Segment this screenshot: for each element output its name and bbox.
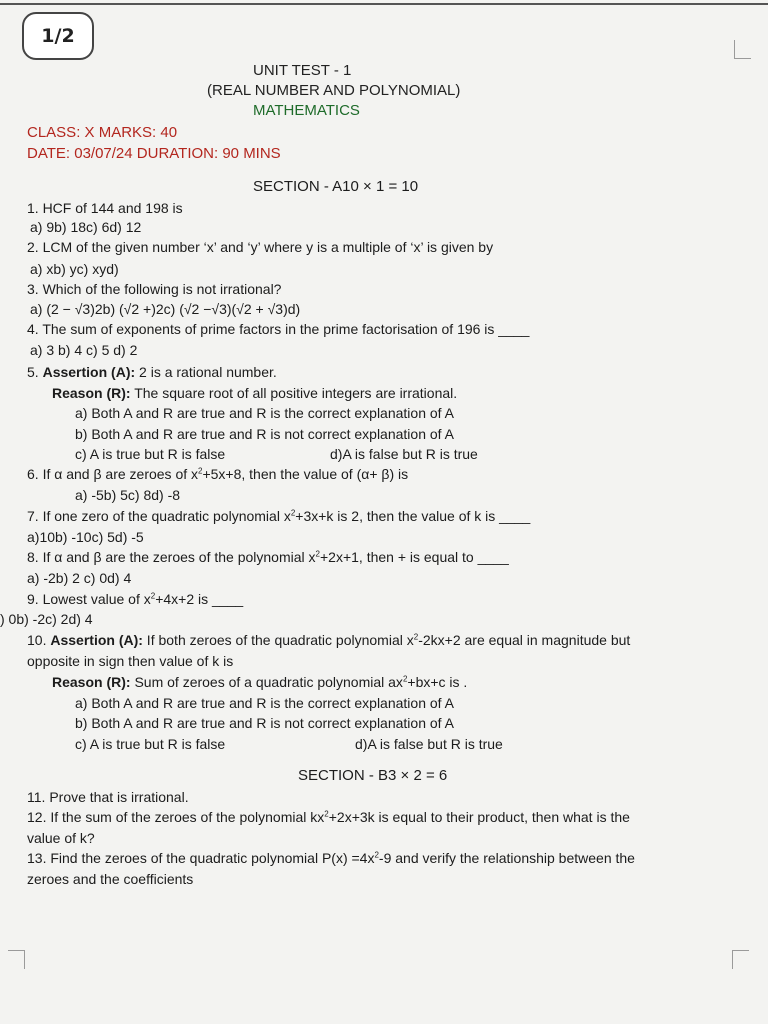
question-12-text: 12. If the sum of the zeroes of the polynomial kx	[27, 809, 325, 825]
question-5	[27, 364, 277, 381]
section-a-heading: SECTION - A10 × 1 = 10	[253, 178, 419, 195]
question-2: 2. LCM of the given number ‘x’ and ‘y’ where y is a multiple of ‘x’ is given by	[27, 239, 494, 255]
assertion-text: If both zeroes of the quadratic polynomial x	[142, 632, 414, 648]
reason-text-end: +bx+c is .	[407, 674, 468, 690]
test-title: UNIT TEST - 1	[253, 62, 352, 79]
question-8-text: 8. If α and β are the zeroes of the polynomial x	[27, 549, 316, 565]
page-number-badge: 1/2	[22, 12, 94, 60]
question-2-options: a) xb) yc) xyd)	[30, 261, 119, 277]
reason-label: Reason (R):	[52, 674, 131, 690]
question-13-line-2: zeroes and the coefficients	[27, 871, 194, 887]
exponent: 2	[290, 508, 296, 518]
exponent: 2	[324, 809, 329, 819]
question-9-text-end: +4x+2 is ____	[155, 591, 244, 607]
assertion-text: 2 is a rational number.	[135, 364, 277, 380]
crop-mark-bottom-left	[8, 950, 25, 969]
date-duration: DATE: 03/07/24 DURATION: 90 MINS	[27, 145, 281, 162]
question-7	[27, 508, 530, 525]
class-marks: CLASS: X MARKS: 40	[27, 124, 178, 141]
question-4-options: a) 3 b) 4 c) 5 d) 2	[30, 342, 138, 358]
question-7-options: a)10b) -10c) 5d) -5	[27, 529, 144, 545]
question-5-number: 5.	[27, 364, 43, 380]
question-3: 3. Which of the following is not irrational?	[27, 281, 282, 297]
question-8	[27, 549, 509, 566]
question-6-text-end: +5x+8, then the value of (α+ β) is	[202, 466, 409, 482]
exponent: 2	[402, 674, 408, 684]
exponent: 2	[374, 850, 379, 860]
question-9	[27, 591, 243, 608]
question-12-text-end: +2x+3k is equal to their product, then what is the	[328, 809, 630, 825]
question-10-line-2: opposite in sign then value of k is	[27, 653, 234, 669]
question-6-options: a) -5b) 5c) 8d) -8	[75, 487, 181, 503]
question-5-reason	[52, 385, 457, 402]
assertion-label: Assertion (A):	[50, 632, 143, 648]
question-7-text: 7. If one zero of the quadratic polynomial x	[27, 508, 291, 524]
question-5-option-b: b) Both A and R are true and R is not correct explanation of A	[75, 426, 455, 442]
reason-label: Reason (R):	[52, 385, 131, 401]
exponent: 2	[150, 591, 156, 601]
question-9-options: ) 0b) -2c) 2d) 4	[0, 611, 93, 627]
question-1-options: a) 9b) 18c) 6d) 12	[30, 219, 142, 235]
assertion-label: Assertion (A):	[42, 364, 136, 380]
question-10-option-b: b) Both A and R are true and R is not correct explanation of A	[75, 715, 455, 731]
question-5-option-a: a) Both A and R are true and R is the correct explanation of A	[75, 405, 455, 421]
question-10-option-c: c) A is true but R is false	[75, 736, 226, 752]
exponent: 2	[198, 466, 203, 476]
question-13	[27, 850, 635, 867]
question-1: 1. HCF of 144 and 198 is	[27, 200, 183, 216]
question-10-option-d: d)A is false but R is true	[355, 736, 503, 752]
top-border-line	[0, 3, 768, 5]
question-4: 4. The sum of exponents of prime factors in the prime factorisation of 196 is ____	[27, 321, 530, 337]
exponent: 2	[413, 632, 419, 642]
question-13-text: 13. Find the zeroes of the quadratic polynomial P(x) =4x	[27, 850, 375, 866]
question-10-number: 10.	[27, 632, 51, 648]
crop-mark-top-right	[734, 40, 751, 59]
reason-text: The square root of all positive integers are irrational.	[130, 385, 458, 401]
subject-title: MATHEMATICS	[253, 102, 360, 119]
question-10-reason	[52, 674, 467, 691]
question-6-text: 6. If α and β are zeroes of x	[27, 466, 199, 482]
question-8-options: a) -2b) 2 c) 0d) 4	[27, 570, 132, 586]
question-12-line-2: value of k?	[27, 830, 95, 846]
question-10-option-a: a) Both A and R are true and R is the correct explanation of A	[75, 695, 455, 711]
question-11: 11. Prove that is irrational.	[27, 789, 189, 805]
reason-text: Sum of zeroes of a quadratic polynomial ax	[130, 674, 403, 690]
question-5-option-c: c) A is true but R is false	[75, 446, 226, 462]
question-8-text-end: +2x+1, then + is equal to ____	[319, 549, 509, 565]
exponent: 2	[315, 549, 320, 559]
question-3-options: a) (2 − √3)2b) (√2 +)2c) (√2 −√3)(√2 + √3)d)	[30, 301, 301, 317]
crop-mark-bottom-right	[732, 950, 749, 969]
question-5-option-d: d)A is false but R is true	[330, 446, 478, 462]
question-13-text-end: -9 and verify the relationship between the	[378, 850, 635, 866]
section-b-heading: SECTION - B3 × 2 = 6	[298, 767, 448, 784]
question-7-text-end: +3x+k is 2, then the value of k is ____	[295, 508, 531, 524]
test-subtitle: (REAL NUMBER AND POLYNOMIAL)	[207, 82, 461, 99]
question-10	[27, 632, 630, 649]
assertion-text-end: -2kx+2 are equal in magnitude but	[418, 632, 631, 648]
question-9-text: 9. Lowest value of x	[27, 591, 151, 607]
question-12	[27, 809, 630, 826]
question-6	[27, 466, 408, 483]
